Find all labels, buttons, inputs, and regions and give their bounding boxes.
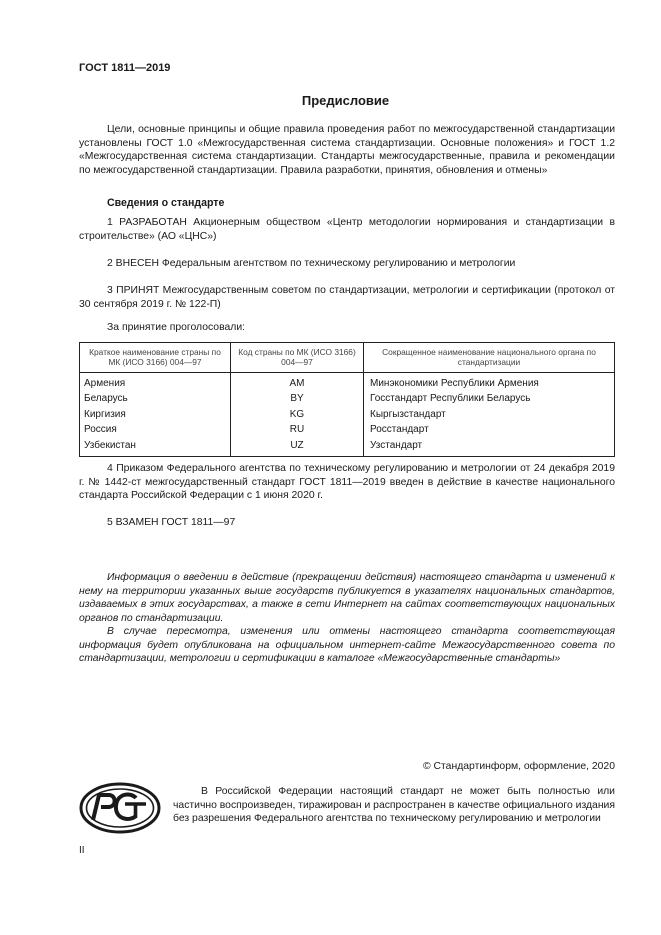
country-name: Узбекистан [80, 438, 231, 457]
country-name: Беларусь [80, 391, 231, 406]
header-national-body: Сокращенное наименование национального органа по стандартизации [364, 343, 615, 373]
copyright-line: © Стандартинформ, оформление, 2020 [422, 761, 615, 772]
country-name: Россия [80, 422, 231, 437]
header-country-name: Краткое наименование страны по МК (ИСО 3166) 004—97 [80, 343, 231, 373]
table-header-row [80, 343, 615, 373]
info-paragraph-2: В случае пересмотра, изменения или отмены настоящего стандарта соответствующая информация будет опубликована на официальном интернет-сайте Межгосударственного совета по стандартизации, метрологии и сертификации в каталоге «Межгосударственные стандарты» [79, 626, 615, 665]
national-body: Минэкономики Республики Армения [370, 378, 539, 389]
national-body: Росстандарт [370, 424, 429, 436]
voted-label: За принятие проголосовали: [107, 322, 246, 333]
section-title: Сведения о стандарте [107, 197, 225, 209]
item-developed: 1 РАЗРАБОТАН Акционерным обществом «Центр методологии нормирования и стандартизации в строительстве» (АО «ЦНС») [79, 217, 615, 242]
legal-notice: В Российской Федерации настоящий стандарт не может быть полностью или частично воспроизведен, тиражирован и распространен в качестве официального издания без разрешения Федерального агентства по техническому регулированию и метрологии [173, 786, 615, 825]
voting-table [79, 342, 615, 457]
country-name: Армения [80, 373, 231, 392]
header-country-code: Код страны по МК (ИСО 3166) 004—97 [231, 343, 364, 373]
item-replaces: 5 ВЗАМЕН ГОСТ 1811—97 [107, 517, 236, 528]
national-body: Госстандарт Республики Беларусь [370, 393, 531, 405]
page-number: II [79, 845, 85, 856]
item-introduced: 2 ВНЕСЕН Федеральным агентством по техническому регулированию и метрологии [107, 258, 516, 269]
country-code: AM [231, 373, 364, 392]
info-paragraph-1: Информация о введении в действие (прекращении действия) настоящего стандарта и изменений к нему на территории указанных выше государств публикуется в указателях национальных стандартов, издаваемых в этих государствах, а также в сети Интернет на сайтах соответствующих национальных органов по стандартизации. [79, 572, 615, 624]
table-row [80, 422, 615, 437]
table-row [80, 407, 615, 422]
country-code: UZ [231, 438, 364, 457]
page-title: Предисловие [301, 93, 390, 108]
country-code: RU [231, 422, 364, 437]
table-row [80, 391, 615, 406]
country-code: BY [231, 391, 364, 406]
item-adopted: 3 ПРИНЯТ Межгосударственным советом по стандартизации, метрологии и сертификации (протокол от 30 сентября 2019 г. № 122-П) [79, 285, 615, 310]
rst-logo-icon [79, 782, 161, 834]
country-name: Киргизия [80, 407, 231, 422]
table-row [80, 438, 615, 457]
doc-code-header: ГОСТ 1811—2019 [79, 62, 171, 74]
national-body: Узстандарт [370, 439, 423, 451]
item-order: 4 Приказом Федерального агентства по техническому регулированию и метрологии от 24 декабря 2019 г. № 1442-ст межгосударственный стандарт ГОСТ 1811—2019 введен в действие в качестве национального стандарта Российской Федерации с 1 июня 2020 г. [79, 463, 615, 502]
country-code: KG [231, 407, 364, 422]
national-body: Кыргызстандарт [370, 408, 446, 420]
table-row [80, 373, 615, 392]
intro-paragraph: Цели, основные принципы и общие правила проведения работ по межгосударственной стандартизации установлены ГОСТ 1.0 «Межгосударственная система стандартизации. Основные положения» и ГОСТ 1.2 «Межгосударственная система стандартизации. Стандарты межгосударственные, правила и рекомендации по межгосударственной стандартизации. Правила разработки, принятия, обновления и отмены» [79, 124, 615, 176]
